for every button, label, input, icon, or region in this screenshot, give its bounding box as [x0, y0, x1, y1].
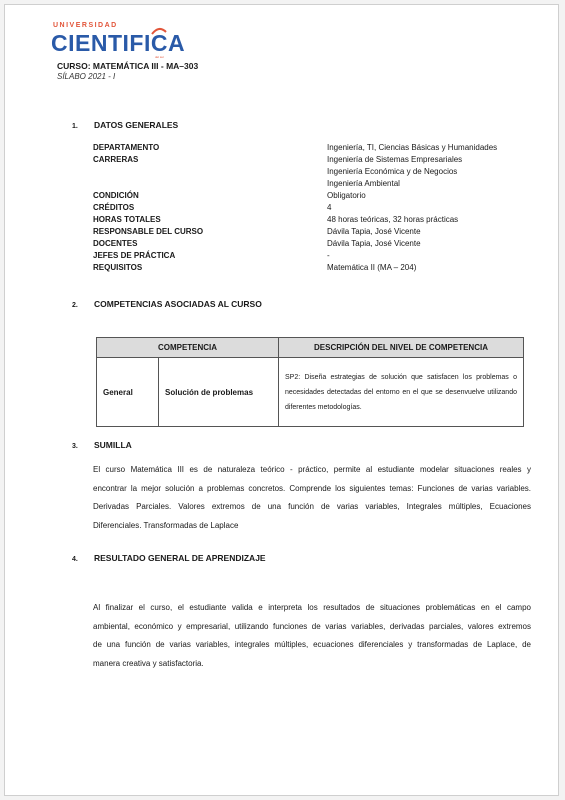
- label-jefes-practica: JEFES DE PRÁCTICA: [93, 251, 176, 260]
- section-heading-resultado: [72, 553, 266, 563]
- sumilla-paragraph: [93, 461, 531, 535]
- paragraph-line: manera creativa y satisfactoria.: [93, 658, 204, 668]
- paragraph-line: El curso Matemática III es de naturaleza teórico - práctico, permite al estudiante modelar situaciones reales y: [93, 465, 531, 474]
- logo-top-text: UNIVERSIDAD: [53, 22, 118, 29]
- university-logo: [51, 17, 186, 65]
- value-departamento: Ingeniería, TI, Ciencias Básicas y Humanidades: [327, 143, 498, 152]
- paragraph-line: Derivadas Parciales. Valores extremos de una función de varias variables, Integrales múltiples, Ecuaciones: [93, 502, 531, 511]
- section-number: 1.: [72, 123, 78, 130]
- paragraph-line: encontrar la mejor solución a problemas concretos. Comprende los siguientes temas: Funciones de varias variables.: [93, 483, 531, 493]
- logo-accent-icon: [151, 27, 167, 35]
- label-requisitos: REQUISITOS: [93, 263, 143, 272]
- section-heading-datos-generales: [72, 120, 178, 130]
- section-heading-sumilla: [72, 440, 132, 450]
- label-responsable: RESPONSABLE DEL CURSO: [93, 227, 204, 236]
- competencias-table: [96, 337, 524, 427]
- section-title: RESULTADO GENERAL DE APRENDIZAJE: [94, 553, 266, 563]
- course-title: CURSO: MATEMÁTICA III - MA–303: [57, 61, 199, 71]
- label-horas-totales: HORAS TOTALES: [93, 215, 161, 224]
- label-docentes: DOCENTES: [93, 239, 138, 248]
- label-creditos: CRÉDITOS: [93, 203, 135, 212]
- value-responsable: Dávila Tapia, José Vicente: [327, 227, 421, 236]
- paragraph-line: Al finalizar el curso, el estudiante valida e interpreta los resultados de situaciones problemáticas en el campo: [93, 603, 531, 612]
- paragraph-line: Diferenciales. Transformadas de Laplace: [93, 520, 239, 530]
- section-heading-competencias: [72, 299, 262, 309]
- logo-main-text: CIENTIFICA: [51, 30, 186, 56]
- section-number: 3.: [72, 443, 78, 450]
- paragraph-line: ambiental, económico y empresarial, utilizando funciones de varias variables, derivadas parciales, valores extremos: [93, 621, 531, 631]
- course-subtitle: SÍLABO 2021 - I: [57, 72, 116, 81]
- section-title: COMPETENCIAS ASOCIADAS AL CURSO: [94, 299, 262, 309]
- value-carrera-1: Ingeniería de Sistemas Empresariales: [327, 155, 463, 164]
- resultado-paragraph: [93, 599, 531, 673]
- section-number: 4.: [72, 556, 78, 563]
- logo-sub-text: del sur: [155, 55, 165, 59]
- section-title: DATOS GENERALES: [94, 120, 179, 130]
- section-title: SUMILLA: [94, 440, 132, 450]
- value-horas-totales: 48 horas teóricas, 32 horas prácticas: [327, 215, 459, 224]
- value-jefes-practica: -: [327, 251, 330, 260]
- cell-nombre: Solución de problemas: [159, 358, 279, 427]
- section-number: 2.: [72, 302, 78, 309]
- value-condicion: Obligatorio: [327, 191, 366, 200]
- value-carrera-2: Ingeniería Económica y de Negocios: [327, 167, 458, 176]
- header-descripcion: DESCRIPCIÓN DEL NIVEL DE COMPETENCIA: [279, 338, 524, 358]
- cell-tipo: General: [97, 358, 159, 427]
- label-departamento: DEPARTAMENTO: [93, 143, 160, 152]
- table-row: [97, 358, 524, 427]
- value-docentes: Dávila Tapia, José Vicente: [327, 239, 421, 248]
- paragraph-line: de una función de varias variables, integrales múltiples, ecuaciones diferenciales y transformadas de Laplace, de: [93, 640, 531, 649]
- value-requisitos: Matemática II (MA – 204): [327, 263, 417, 272]
- cell-descripcion: SP2: Diseña estrategias de solución que satisfacen los problemas o necesidades detectadas del entorno en el que se desenvuelve utilizando diferentes metodologías.: [279, 358, 524, 427]
- value-carrera-3: Ingeniería Ambiental: [327, 179, 400, 188]
- document-page: [4, 4, 559, 796]
- value-creditos: 4: [327, 203, 332, 212]
- label-carreras: CARRERAS: [93, 155, 139, 164]
- table-header-row: [97, 338, 524, 358]
- header-competencia: COMPETENCIA: [97, 338, 279, 358]
- label-condicion: CONDICIÓN: [93, 191, 139, 200]
